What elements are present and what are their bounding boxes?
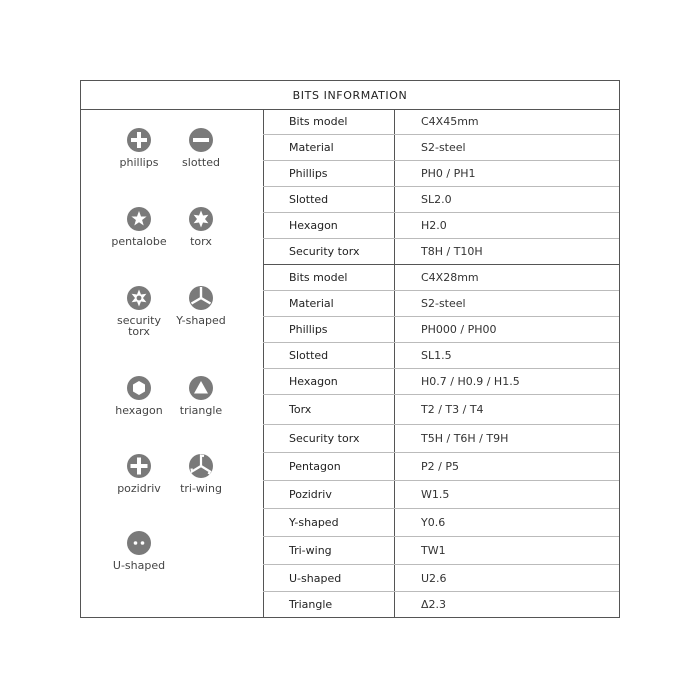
pozidriv-icon — [126, 453, 152, 479]
bit-icons-column — [81, 109, 264, 617]
table-row — [263, 213, 619, 239]
bit-label-tri-wing: tri-wing — [180, 482, 222, 495]
row-value: Δ2.3 — [421, 598, 447, 611]
table-row — [263, 481, 619, 509]
row-key: Torx — [263, 395, 395, 424]
row-key: Pozidriv — [263, 481, 395, 508]
y-shaped-icon — [188, 285, 214, 311]
table-row — [263, 425, 619, 453]
table-row — [263, 265, 619, 291]
row-value: H2.0 — [421, 219, 447, 232]
row-key: Hexagon — [263, 369, 395, 394]
row-key: Tri-wing — [263, 537, 395, 564]
row-value: W1.5 — [421, 488, 450, 501]
bit-slotted — [161, 127, 241, 168]
bit-label-phillips: phillips — [119, 156, 159, 169]
table-row — [263, 565, 619, 592]
bit-y-shaped — [161, 285, 241, 326]
row-key: U-shaped — [263, 565, 395, 591]
bit-triangle — [161, 375, 241, 416]
row-value: T2 / T3 / T4 — [421, 403, 484, 416]
bit-tri-wing — [161, 453, 241, 494]
row-key: Bits model — [263, 265, 395, 290]
row-key: Slotted — [263, 187, 395, 212]
row-key: Material — [263, 135, 395, 160]
bits-info-frame — [80, 80, 620, 618]
table-row — [263, 317, 619, 343]
row-value: H0.7 / H0.9 / H1.5 — [421, 375, 520, 388]
table-row — [263, 109, 619, 135]
row-key: Phillips — [263, 317, 395, 342]
row-key: Bits model — [263, 109, 395, 134]
bit-label-pozidriv: pozidriv — [117, 482, 161, 495]
bit-label-pentalobe: pentalobe — [111, 235, 167, 248]
phillips-icon — [126, 127, 152, 153]
security-torx-icon — [126, 285, 152, 311]
table-row — [263, 369, 619, 395]
row-value: C4X45mm — [421, 115, 479, 128]
row-key: Security torx — [263, 425, 395, 452]
table-row — [263, 592, 619, 617]
table-row — [263, 187, 619, 213]
bit-label-torx: torx — [190, 235, 212, 248]
table-row — [263, 161, 619, 187]
row-value: PH0 / PH1 — [421, 167, 476, 180]
row-key: Hexagon — [263, 213, 395, 238]
row-value: T8H / T10H — [421, 245, 483, 258]
table-row — [263, 291, 619, 317]
tri-wing-icon — [188, 453, 214, 479]
table-title: BITS INFORMATION — [81, 81, 619, 110]
bits-spec-table — [263, 109, 619, 617]
bit-label-u-shaped: U-shaped — [112, 559, 166, 572]
bit-label-hexagon: hexagon — [115, 404, 163, 417]
row-value: TW1 — [421, 544, 446, 557]
hexagon-icon — [126, 375, 152, 401]
row-value: U2.6 — [421, 571, 447, 585]
row-key: Phillips — [263, 161, 395, 186]
row-key: Pentagon — [263, 453, 395, 480]
bit-label-slotted: slotted — [182, 156, 220, 169]
row-key: Slotted — [263, 343, 395, 368]
table-row — [263, 343, 619, 369]
row-value: Y0.6 — [421, 516, 446, 529]
row-key: Material — [263, 291, 395, 316]
row-value: S2-steel — [421, 297, 466, 310]
row-value: C4X28mm — [421, 271, 479, 284]
pentalobe-icon — [126, 206, 152, 232]
row-key: Y-shaped — [263, 509, 395, 536]
torx-icon — [188, 206, 214, 232]
table-row — [263, 453, 619, 481]
row-key: Triangle — [263, 592, 395, 617]
row-value: T5H / T6H / T9H — [421, 432, 509, 445]
slotted-icon — [188, 127, 214, 153]
row-value: PH000 / PH00 — [421, 323, 497, 336]
triangle-icon — [188, 375, 214, 401]
bit-u-shaped — [99, 530, 179, 571]
row-value: SL2.0 — [421, 193, 452, 206]
row-key: Security torx — [263, 239, 395, 264]
bit-label-y-shaped: Y-shaped — [176, 314, 226, 327]
row-value: P2 / P5 — [421, 460, 459, 473]
row-value: SL1.5 — [421, 349, 452, 362]
bit-label-triangle: triangle — [179, 404, 223, 417]
table-row — [263, 135, 619, 161]
table-row — [263, 239, 619, 265]
u-shaped-icon — [126, 530, 152, 556]
table-row — [263, 395, 619, 425]
row-value: S2-steel — [421, 141, 466, 154]
bit-torx — [161, 206, 241, 247]
table-row — [263, 537, 619, 565]
bit-label-security-torx: security torx — [117, 314, 161, 338]
table-row — [263, 509, 619, 537]
